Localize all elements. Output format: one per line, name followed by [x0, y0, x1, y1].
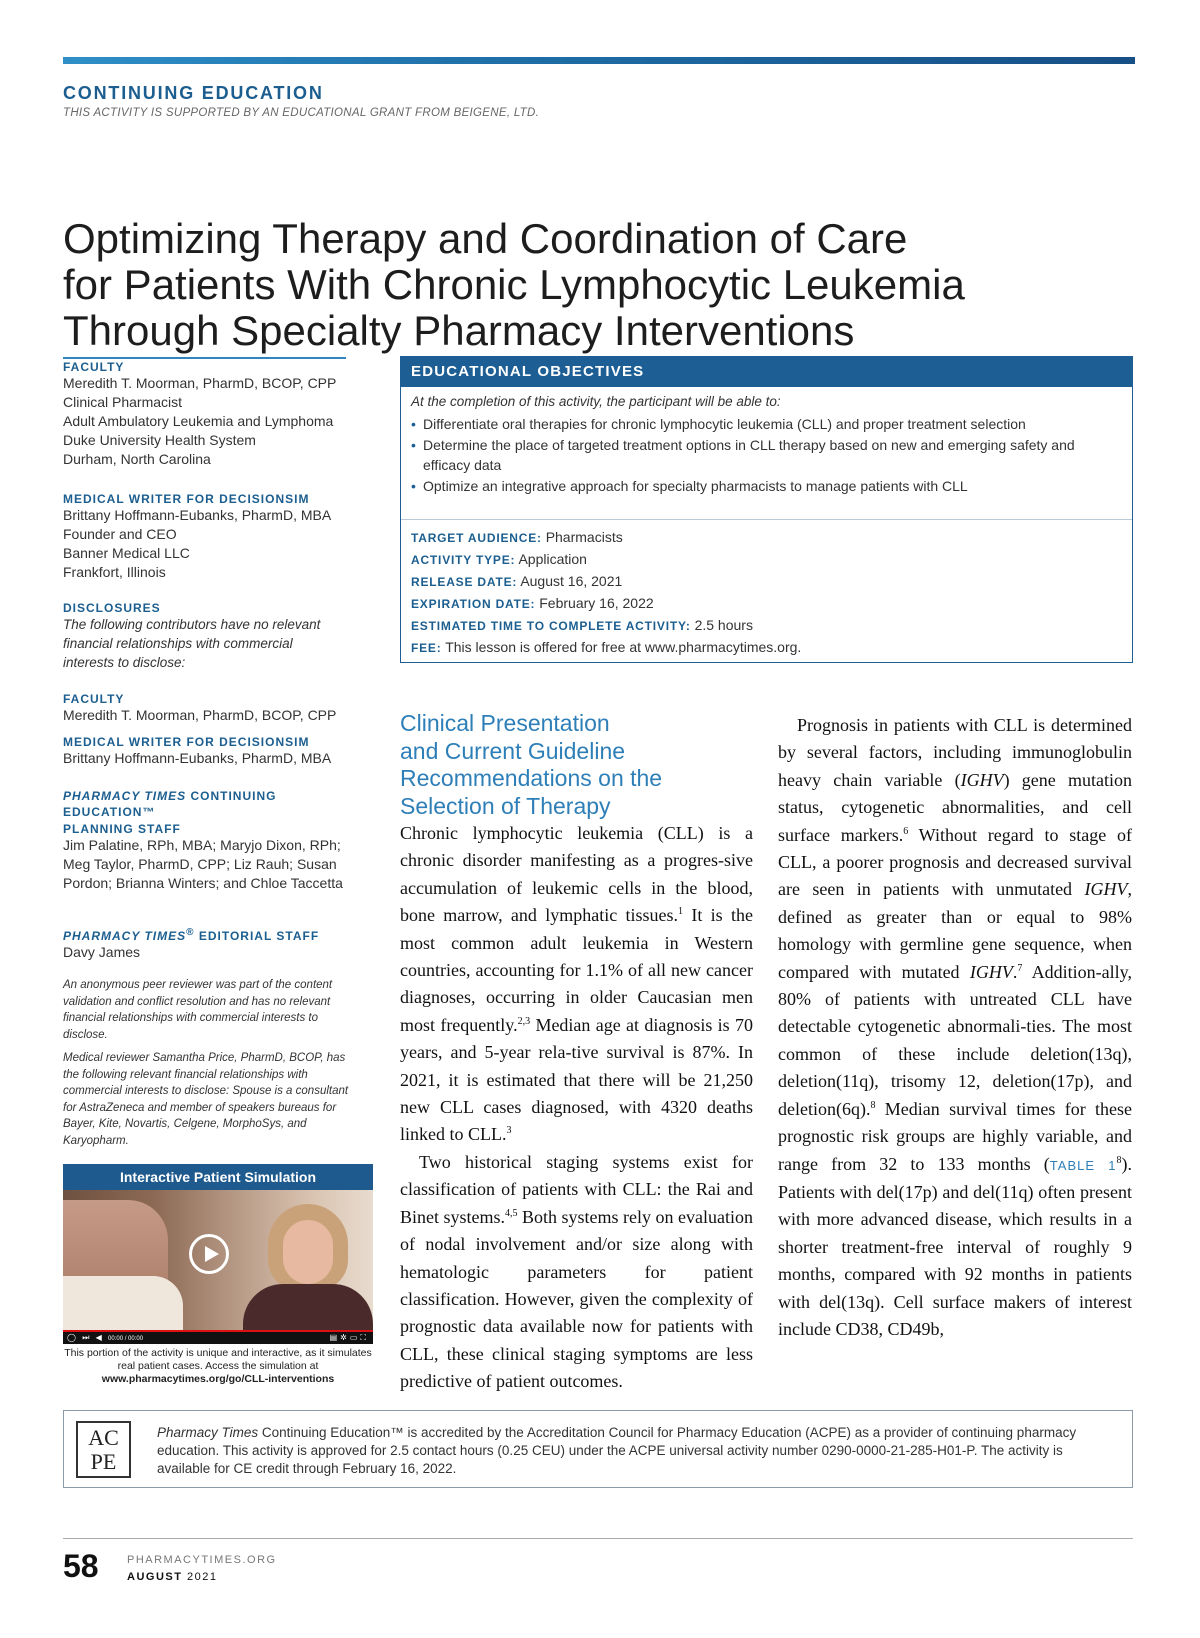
writer-line: Banner Medical LLC	[63, 545, 190, 561]
objective-text: Determine the place of targeted treatment options in CLL therapy based on new and emerging safety and efficacy data	[423, 436, 1075, 473]
acpe-logo-line: AC	[88, 1425, 119, 1450]
pt-ce-heading-line2: EDUCATION™	[63, 805, 156, 819]
citation: 8	[1116, 1154, 1122, 1166]
text-run: , defined as greater than or equal to 98% homology with germline gene sequence, when compared with mutated	[778, 879, 1132, 982]
text-run: ) gene mutation status, cytogenetic abnormalities, and cell surface markers.	[778, 769, 1133, 845]
pt-ce-heading	[63, 789, 363, 803]
writer-heading: MEDICAL WRITER FOR DECISIONSIM	[63, 492, 310, 506]
objectives-intro: At the completion of this activity, the participant will be able to:	[411, 394, 781, 409]
article-column-2	[778, 712, 1132, 1343]
peer-review-text: An anonymous peer reviewer was part of the content validation and conflict resolution and has no relevant financial relationships with commercial interests to disclose.	[63, 979, 333, 1041]
patient-simulation-video[interactable]	[63, 1164, 373, 1344]
editorial-heading	[63, 929, 373, 943]
faculty-section	[63, 360, 373, 469]
citation: 7	[1017, 962, 1023, 974]
captions-icon[interactable]: ▤	[329, 1333, 341, 1342]
paragraph-2	[400, 1149, 753, 1396]
footer-rule	[63, 1538, 1133, 1539]
activity-details	[411, 527, 801, 659]
activity-type-label: ACTIVITY TYPE:	[411, 553, 516, 567]
replay-icon[interactable]: ◯	[67, 1333, 78, 1342]
article-column-1	[400, 820, 753, 1396]
activity-type-value: Application	[518, 551, 587, 567]
editorial-brand: PHARMACY TIMES	[63, 929, 187, 943]
volume-icon[interactable]: ◀	[95, 1333, 104, 1342]
estimated-time-value: 2.5 hours	[694, 617, 753, 633]
writer-line: Brittany Hoffmann-Eubanks, PharmD, MBA	[63, 507, 332, 523]
video-person-right-face	[283, 1220, 333, 1284]
text-run: Without regard to stage of CLL, a poorer prognosis and decreased survival are seen in patients with unmutated	[778, 824, 1132, 900]
video-url-link[interactable]: www.pharmacytimes.org/go/CLL-interventions	[101, 1373, 335, 1385]
faculty2-section	[63, 692, 373, 725]
video-caption	[63, 1347, 373, 1386]
release-date-value: August 16, 2021	[520, 573, 623, 589]
faculty-line: Duke University Health System	[63, 432, 256, 448]
objective-item	[411, 476, 1121, 497]
objectives-divider	[401, 519, 1132, 520]
skip-icon[interactable]: ⏭	[82, 1333, 92, 1342]
settings-icon[interactable]: ✲	[340, 1333, 350, 1342]
section-subheading	[400, 710, 740, 820]
acpe-logo-line: PE	[90, 1449, 117, 1474]
text-run: Median age at diagnosis is 70 years, and 5-year rela-tive survival is 87%. In 2021, it is estimated that there will be 21,250 new CLL cases diagnosed, with 4320 deaths linked to CLL.	[400, 1014, 753, 1145]
text-run: Median survival times for these prognostic risk groups are highly variable, and range from 32 to 133 months (	[778, 1098, 1132, 1174]
editorial-rest: EDITORIAL STAFF	[194, 929, 320, 943]
medical-reviewer-note	[63, 1050, 358, 1149]
objective-text: Differentiate oral therapies for chronic lymphocytic leukemia (CLL) and proper treatment selection	[423, 416, 1026, 432]
video-control-bar[interactable]	[63, 1330, 373, 1344]
faculty-heading: FACULTY	[63, 360, 125, 374]
acpe-text: Continuing Education™ is accredited by the Accreditation Council for Pharmacy Education (ACPE) as a provider of continuing pharmacy education. This activity is approved for 2.5 contact hours (0.25 CEU) under the ACPE universal activity number 0290-0000-21-285-H01-P. The activity is available for CE credit through February 16, 2022.	[157, 1425, 1077, 1476]
gene-term: IGHV	[1084, 879, 1128, 900]
article-title	[63, 216, 1143, 354]
bullet-icon: •	[411, 477, 416, 494]
title-line-2: for Patients With Chronic Lymphocytic Leukemia	[63, 261, 965, 309]
planning-section	[63, 789, 363, 893]
text-run: It is the most common adult leukemia in Western countries, accounting for 1.1% of all new cancer diagnoses, occurring in older Caucasian men most frequently.	[400, 905, 753, 1035]
writer-line: Founder and CEO	[63, 526, 177, 542]
bullet-icon: •	[411, 416, 416, 432]
text-run: Chronic lymphocytic leukemia (CLL) is a chronic disorder manifesting as a progres-sive accumulation of leukemic cells in the blood, bone marrow, and lymphatic tissues.	[400, 823, 753, 926]
title-line-3: Through Specialty Pharmacy Interventions	[63, 307, 855, 355]
citation: 6	[903, 825, 909, 837]
subheading-line: Clinical Presentation	[400, 710, 610, 736]
section-label: CONTINUING EDUCATION	[63, 83, 324, 103]
faculty-line: Clinical Pharmacist	[63, 394, 183, 410]
play-icon[interactable]	[189, 1234, 229, 1274]
acpe-brand: Pharmacy Times	[157, 1425, 259, 1440]
citation: 2,3	[517, 1015, 531, 1027]
target-audience-label: TARGET AUDIENCE:	[411, 531, 542, 545]
footer-month: AUGUST	[127, 1571, 183, 1583]
video-title: Interactive Patient Simulation	[63, 1164, 373, 1190]
text-run: .	[1012, 961, 1018, 982]
table-reference-link[interactable]: TABLE 1	[1049, 1157, 1117, 1173]
writer-section	[63, 492, 373, 582]
acpe-accreditation-box	[63, 1410, 1133, 1488]
objectives-heading: EDUCATIONAL OBJECTIVES	[401, 357, 1132, 387]
title-line-1: Optimizing Therapy and Coordination of Care	[63, 215, 908, 263]
fee-value: This lesson is offered for free at www.pharmacytimes.org.	[445, 639, 802, 655]
objectives-list	[411, 414, 1121, 496]
registered-mark: ®	[186, 927, 195, 938]
text-run: Addition-ally, 80% of patients with untreated CLL have detectable cytogenetic abnormali-ties. The most common of these include deletion(13q), deletion(11q), trisomy 12, deletion(17p), and deletion(6q).	[778, 961, 1132, 1119]
video-person-right-body	[243, 1284, 373, 1334]
video-controls-left[interactable]	[67, 1333, 143, 1343]
citation: 4,5	[505, 1207, 518, 1219]
disclosures-heading: DISCLOSURES	[63, 601, 161, 615]
faculty-line: Durham, North Carolina	[63, 451, 211, 467]
footer-year: 2021	[182, 1571, 218, 1583]
planning-text: Jim Palatine, RPh, MBA; Maryjo Dixon, RPh; Meg Taylor, PharmD, CPP; Liz Rauh; Susan Pordon; Brianna Winters; and Chloe Taccetta	[63, 837, 343, 891]
writer2-section	[63, 735, 373, 768]
target-audience-value: Pharmacists	[545, 529, 623, 545]
gene-term: IGHV	[960, 769, 1004, 790]
objective-item	[411, 414, 1121, 435]
bullet-icon: •	[411, 436, 416, 453]
paragraph-3	[778, 712, 1132, 1343]
grant-support-note: THIS ACTIVITY IS SUPPORTED BY AN EDUCATIONAL GRANT FROM BEIGENE, LTD.	[63, 107, 540, 119]
text-run: Both systems rely on evaluation of nodal involvement and/or size along with hematologic parameters for patient classification. However, given the complexity of prognostic data available now for patients with CLL, these clinical staging symptoms are less predictive of patient outcomes.	[400, 1206, 753, 1392]
activity-type-row	[411, 549, 801, 571]
fullscreen-icon[interactable]: ⛶	[360, 1333, 369, 1342]
planning-heading: PLANNING STAFF	[63, 822, 181, 836]
fee-row	[411, 637, 801, 659]
citation: 8	[870, 1099, 876, 1111]
pt-ce-rest: CONTINUING	[186, 789, 277, 803]
medical-reviewer-text: Medical reviewer Samantha Price, PharmD, BCOP, has the following relevant financial relationships with commercial interests to disclose: Spouse is a consultant for AstraZeneca and member of speakers bureaus for Bayer, Kite, Novartis, Celgene, MorphoSys, and Karyopharm.	[63, 1052, 349, 1147]
editorial-name: Davy James	[63, 944, 141, 960]
release-date-row	[411, 571, 801, 593]
footer-issue	[127, 1571, 217, 1583]
writer-line: Frankfort, Illinois	[63, 564, 166, 580]
text-run: Prognosis in patients with CLL is determined by several factors, including immunoglobulin heavy chain variable (	[778, 715, 1132, 790]
sidebar-top-rule	[63, 357, 346, 359]
target-audience-row	[411, 527, 801, 549]
top-color-bar	[63, 57, 1135, 64]
peer-review-note	[63, 977, 348, 1043]
subheading-line: and Current Guideline	[400, 737, 626, 764]
objective-text: Optimize an integrative approach for specialty pharmacists to manage patients with CLL	[423, 477, 968, 494]
expiration-date-row	[411, 593, 801, 615]
acpe-statement	[157, 1424, 1097, 1478]
subheading-line: Selection of Therapy	[400, 792, 611, 819]
citation: 3	[506, 1125, 512, 1137]
faculty-line: Adult Ambulatory Leukemia and Lymphoma	[63, 413, 334, 429]
disclosures-text: The following contributors have no relevant financial relationships with commercial interests to disclose:	[63, 617, 321, 670]
editorial-section	[63, 929, 373, 962]
estimated-time-row	[411, 615, 801, 637]
gene-term: IGHV	[969, 961, 1013, 982]
educational-objectives-box	[400, 356, 1133, 663]
estimated-time-label: ESTIMATED TIME TO COMPLETE ACTIVITY:	[411, 619, 691, 633]
video-time: 00:00 / 00:00	[108, 1336, 144, 1342]
miniplayer-icon[interactable]: ▭	[349, 1333, 361, 1342]
writer2-heading: MEDICAL WRITER FOR DECISIONSIM	[63, 735, 310, 749]
video-controls-right[interactable]	[330, 1333, 369, 1343]
writer2-name: Brittany Hoffmann-Eubanks, PharmD, MBA	[63, 750, 332, 766]
acpe-logo	[76, 1421, 131, 1478]
video-person-left-coat	[63, 1276, 183, 1336]
fee-label: FEE:	[411, 641, 442, 655]
faculty2-name: Meredith T. Moorman, PharmD, BCOP, CPP	[63, 707, 337, 723]
expiration-date-label: EXPIRATION DATE:	[411, 597, 536, 611]
text-run: Two historical staging systems exist for classification of patients with CLL: the Rai and Binet systems.	[400, 1151, 753, 1227]
subheading-line: Recommendations on the	[400, 765, 663, 791]
footer-site: PHARMACYTIMES.ORG	[127, 1554, 277, 1566]
expiration-date-value: February 16, 2022	[539, 595, 654, 611]
page-number: 58	[63, 1548, 99, 1584]
objective-item	[411, 435, 1121, 476]
paragraph-1	[400, 820, 753, 1149]
video-progress-bar[interactable]	[63, 1330, 373, 1332]
release-date-label: RELEASE DATE:	[411, 575, 518, 589]
disclosures-section	[63, 601, 323, 672]
faculty2-heading: FACULTY	[63, 692, 125, 706]
text-run: ). Patients with del(17p) and del(11q) often present with more advanced disease, which results in a shorter treatment-free interval of roughly 9 months, compared with 92 months in patients with del(13q). Cell surface makers of interest include CD38, CD49b,	[778, 1153, 1132, 1339]
video-caption-text: This portion of the activity is unique and interactive, as it simulates real patient cases. Access the simulation at	[64, 1347, 372, 1372]
pt-brand: PHARMACY TIMES	[63, 789, 187, 803]
citation: 1	[678, 906, 684, 918]
faculty-line: Meredith T. Moorman, PharmD, BCOP, CPP	[63, 375, 337, 391]
